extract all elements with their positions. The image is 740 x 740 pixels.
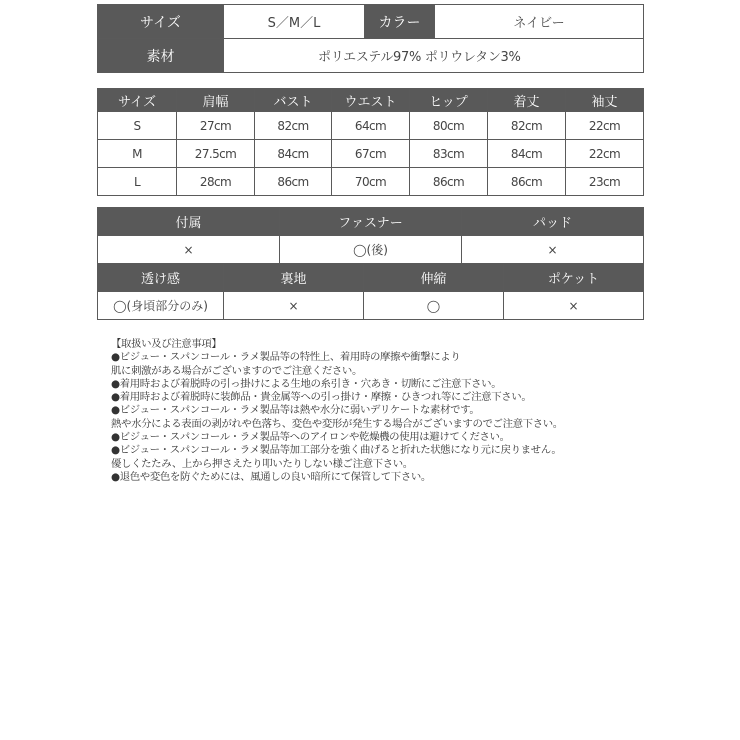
size-cell: 67cm [332, 140, 410, 168]
sheerness-value: ◯(身頃部分のみ) [98, 292, 224, 320]
size-chart-header: ヒップ [410, 89, 488, 112]
feature-table [97, 263, 644, 320]
material-label: 素材 [98, 39, 224, 73]
material-value: ポリエステル97% ポリウレタン3% [224, 39, 644, 73]
care-note-line: 優しくたたみ、上から押さえたり叩いたりしない様ご注意下さい。 [111, 457, 413, 470]
size-cell: L [98, 168, 177, 196]
size-cell: 82cm [488, 112, 566, 140]
pocket-value: × [504, 292, 644, 320]
size-chart-header: 袖丈 [566, 89, 644, 112]
care-note-line: ●退色や変色を防ぐためには、風通しの良い暗所にて保管して下さい。 [111, 470, 431, 483]
size-chart-header: サイズ [98, 89, 177, 112]
care-note-line: ●着用時および着脱時の引っ掛けによる生地の糸引き・穴あき・切断にご注意下さい。 [111, 377, 502, 390]
accessory-value-row [98, 236, 644, 264]
size-cell: 82cm [255, 112, 332, 140]
size-cell: 84cm [488, 140, 566, 168]
care-note-line: ●ビジュー・スパンコール・ラメ製品等の特性上、着用時の摩擦や衝撃により [111, 351, 461, 364]
size-chart-header: 着丈 [488, 89, 566, 112]
sheerness-header: 透け感 [98, 264, 224, 292]
feature-header-row [98, 264, 644, 292]
size-cell: S [98, 112, 177, 140]
size-chart-header: バスト [255, 89, 332, 112]
basic-info-table [97, 4, 644, 73]
size-cell: 22cm [566, 140, 644, 168]
color-value: ネイビー [435, 5, 644, 39]
pocket-header: ポケット [504, 264, 644, 292]
size-cell: 86cm [410, 168, 488, 196]
size-cell: 86cm [488, 168, 566, 196]
size-value: S／M／L [224, 5, 365, 39]
size-chart-header-row [98, 89, 644, 112]
accessory-table [97, 207, 644, 264]
size-cell: 86cm [255, 168, 332, 196]
pad-value: × [462, 236, 644, 264]
size-cell: 70cm [332, 168, 410, 196]
care-note-line: ●ビジュー・スパンコール・ラメ製品等へのアイロンや乾燥機の使用は避けてください。 [111, 431, 510, 444]
size-cell: 64cm [332, 112, 410, 140]
lining-value: × [224, 292, 364, 320]
size-chart-header: 肩幅 [177, 89, 255, 112]
size-label: サイズ [98, 5, 224, 39]
care-note-line: 肌に刺激がある場合がございますのでご注意ください。 [111, 364, 363, 377]
care-note-line: ●ビジュー・スパンコール・ラメ製品等は熱や水分に弱いデリケートな素材です。 [111, 404, 480, 417]
size-cell: 27cm [177, 112, 255, 140]
care-note-line: ●ビジュー・スパンコール・ラメ製品等加工部分を強く曲げると折れた状態になり元に戻りません。 [111, 444, 562, 457]
zipper-header: ファスナー [280, 208, 462, 236]
care-note-line: ●着用時および着脱時に装飾品・貴金属等への引っ掛け・摩擦・ひきつれ等にご注意下さい。 [111, 391, 532, 404]
care-notes-title: 【取扱い及び注意事項】 [111, 338, 222, 350]
table-row [98, 112, 644, 140]
lining-header: 裏地 [224, 264, 364, 292]
color-label: カラー [365, 5, 435, 39]
size-cell: 22cm [566, 112, 644, 140]
basic-row-size-color [98, 5, 644, 39]
zipper-value: ◯(後) [280, 236, 462, 264]
size-cell: 80cm [410, 112, 488, 140]
size-cell: M [98, 140, 177, 168]
size-cell: 84cm [255, 140, 332, 168]
accessory-header: 付属 [98, 208, 280, 236]
care-notes [111, 338, 641, 484]
table-row [98, 140, 644, 168]
size-cell: 28cm [177, 168, 255, 196]
table-row [98, 168, 644, 196]
size-cell: 23cm [566, 168, 644, 196]
care-note-line: 熱や水分による表面の剥がれや色落ち、変色や変形が発生する場合がございますのでご注意下さい。 [111, 417, 563, 430]
basic-row-material [98, 39, 644, 73]
size-chart-table [97, 88, 644, 196]
pad-header: パッド [462, 208, 644, 236]
stretch-value: ◯ [364, 292, 504, 320]
stretch-header: 伸縮 [364, 264, 504, 292]
size-cell: 27.5cm [177, 140, 255, 168]
size-cell: 83cm [410, 140, 488, 168]
feature-value-row [98, 292, 644, 320]
accessory-header-row [98, 208, 644, 236]
size-chart-header: ウエスト [332, 89, 410, 112]
accessory-value: × [98, 236, 280, 264]
